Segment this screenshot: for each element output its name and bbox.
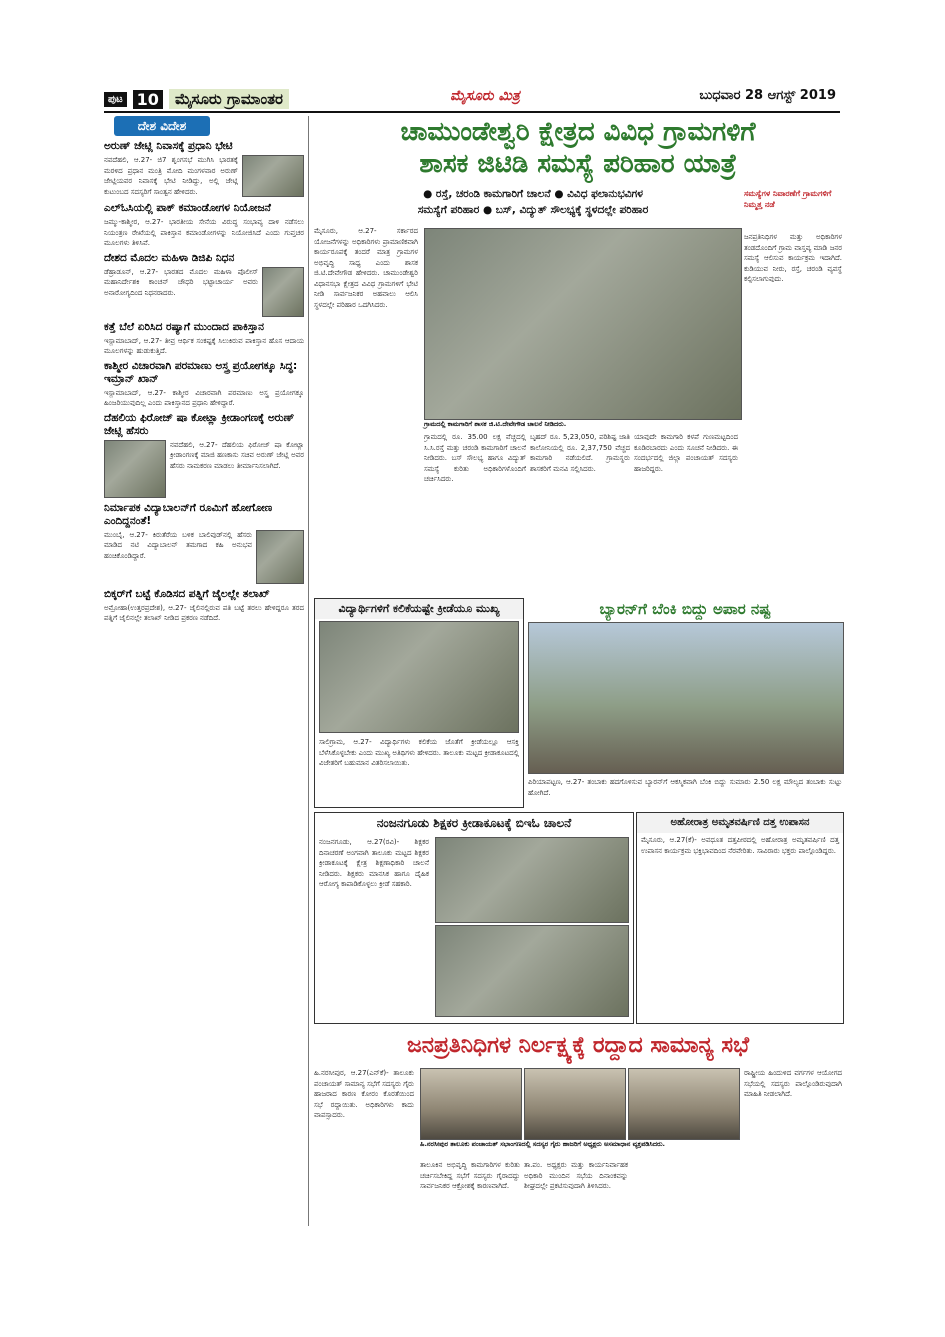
bottom-body-a: ಹಿ.ನರಸೀಪುರ, ಆ.27(ಎನ್‌ಕೆ)- ತಾಲೂಕು ಪಂಚಾಯತ್ ಸಾಮಾನ್ಯ ಸಭೆಗೆ ಸದಸ್ಯರು ಗೈರು ಹಾಜರಾದ ಕಾರಣ ಕೋರಂ ಕೊರತೆಯಿಂದ ಸಭೆ ರದ್ದಾಯಿತು. ಅಧಿಕಾರಿಗಳು ಕಾದು ವಾಪಸ್ಸಾದರು. [314,1069,414,1119]
sports-body-wrap [315,735,523,809]
bottom-column-b [420,1160,520,1224]
story-photo [104,440,166,498]
lead-body-c: ಬೃಹದ್ ರೂ. 5,23,050, ಪರಿಶಿಷ್ಟ ಜಾತಿ ಕಾಲೋನಿಯಲ್ಲಿ ರೂ. 2,37,750 ವೆಚ್ಚದ ಕಾಮಗಾರಿ ನಡೆಯಲಿದೆ. ಗ್ರಾಮಸ್ಥರು ಶಾಸಕರಿಗೆ ಮನವಿ ಸಲ್ಲಿಸಿದರು. [530,433,630,473]
lead-body-d: ಯಾವುದೇ ಕಾಮಗಾರಿ ಕಳಪೆ ಗುಣಮಟ್ಟದಿಂದ ಕೂಡಿರಬಾರದು ಎಂದು ಸೂಚನೆ ನೀಡಿದರು. ಈ ಸಂದರ್ಭದಲ್ಲಿ ಜಿಲ್ಲಾ ಪಂಚಾಯತ್ ಸದಸ್ಯರು ಹಾಜರಿದ್ದರು. [634,433,738,473]
lead-photo [424,228,742,420]
lead-body-e: ಜನಪ್ರತಿನಿಧಿಗಳ ಮತ್ತು ಅಧಿಕಾರಿಗಳ ತಂಡದೊಂದಿಗೆ ಗ್ರಾಮ ವಾಸ್ತವ್ಯ ಮಾಡಿ ಜನರ ಸಮಸ್ಯೆ ಆಲಿಸುವ ಕಾರ್ಯಕ್ರಮ ಇದಾಗಿದೆ. ಕುಡಿಯುವ ನೀರು, ರಸ್ತೆ, ಚರಂಡಿ ವ್ಯವಸ್ಥೆ ಕಲ್ಪಿಸಲಾಗುವುದು. [744,233,842,283]
newspaper-brand: ಮೈಸೂರು ಮಿತ್ರ [450,88,520,104]
sports-story-box [314,598,524,808]
story-photo [262,267,304,317]
sports-photo [319,621,519,733]
story-headline: ಅರುಣ್ ಜೇಟ್ಲಿ ನಿವಾಸಕ್ಕೆ ಪ್ರಧಾನಿ ಭೇಟಿ [104,140,233,152]
story-headline: ನಿರ್ಮಾಪಕ ವಿದ್ಯಾಬಾಲನ್‌ಗೆ ರೂಮಿಗೆ ಹೋಗೋಣ ಎಂದಿದ್ದನಂತೆ! [104,501,273,527]
sports-body: ಸಾಲಿಗ್ರಾಮ, ಆ.27- ವಿದ್ಯಾರ್ಥಿಗಳು ಕಲಿಕೆಯ ಜೊತೆಗೆ ಕ್ರೀಡೆಯಲ್ಲೂ ಆಸಕ್ತಿ ಬೆಳೆಸಿಕೊಳ್ಳಬೇಕು ಎಂದು ಮುಖ್ಯ ಅತಿಥಿಗಳು ಹೇಳಿದರು. ತಾಲೂಕು ಮಟ್ಟದ ಕ್ರೀಡಾಕೂಟದಲ್ಲಿ ವಿಜೇತರಿಗೆ ಬಹುಮಾನ ವಿತರಿಸಲಾಯಿತು. [319,738,519,767]
fire-photo [528,622,844,774]
dattu-body: ಮೈಸೂರು, ಆ.27(ಕೆ)- ಅವಧೂತ ದತ್ತಪೀಠದಲ್ಲಿ ಅಹೋರಾತ್ರ ಅಮೃತವರ್ಷಿಣಿ ದತ್ತ ಉಪಾಸನ ಕಾರ್ಯಕ್ರಮ ಭಕ್ತಿಭಾವದಿಂದ ನೆರವೇರಿತು. ಸಾವಿರಾರು ಭಕ್ತರು ಪಾಲ್ಗೊಂಡಿದ್ದರು. [641,836,839,855]
bottom-photo-3 [628,1068,740,1140]
nanjangud-headline: ನಂಜನಗೂಡು ಶಿಕ್ಷಕರ ಕ್ರೀಡಾಕೂಟಕ್ಕೆ ಬಿಇಓ ಚಾಲನೆ [376,816,572,830]
bottom-body-d: ರಾಷ್ಟ್ರೀಯ ಹಿಂದುಳಿದ ವರ್ಗಗಳ ಆಯೋಗದ ಸಭೆಯಲ್ಲಿ ಸದಸ್ಯರು ಪಾಲ್ಗೊಂಡಿರುವುದಾಗಿ ಮಾಹಿತಿ ನೀಡಲಾಗಿದೆ. [744,1069,842,1098]
story-photo [242,155,304,197]
column-divider [308,116,309,1226]
page-number: 10 [133,90,163,109]
nanjangud-body-wrap [319,837,429,1017]
story-headline: ದೇಶದ ಮೊದಲ ಮಹಿಳಾ ಡಿಜಿಪಿ ನಿಧನ [104,251,235,264]
story-headline: ದೆಹಲಿಯ ಫಿರೋಜ್ ಷಾ ಕೋಟ್ಲಾ ಕ್ರೀಡಾಂಗಣಕ್ಕೆ ಅರುಣ್ ಜೇಟ್ಲಿ ಹೆಸರು [104,411,295,437]
story-headline: ಕತ್ತೆ ಬೆಲೆ ಏರಿಸಿದ ರಷ್ಯಾಗೆ ಮುಂದಾದ ಪಾಕಿಸ್ತಾನ [104,320,264,333]
bottom-column-a [314,1068,414,1224]
lead-headline-line1: ಚಾಮುಂಡೇಶ್ವರಿ ಕ್ಷೇತ್ರದ ವಿವಿಧ ಗ್ರಾಮಗಳಿಗೆ [400,117,756,147]
fire-body-wrap [528,777,842,805]
story-body: ಇಸ್ಲಾಮಾಬಾದ್, ಆ.27- ಕಾಶ್ಮೀರ ವಿಚಾರವಾಗಿ ಪರಮಾಣು ಅಸ್ತ್ರ ಪ್ರಯೋಗಕ್ಕೂ ಹಿಂಜರಿಯುವುದಿಲ್ಲ ಎಂದು ಪಾಕಿಸ್ತಾನದ ಪ್ರಧಾನಿ ಹೇಳಿದ್ದಾರೆ. [104,388,304,407]
left-news-column [104,138,304,1230]
story-body: ಮುಂಬೈ, ಆ.27- ಕಿರುತೆರೆಯ ಬಳಿಕ ಬಾಲಿವುಡ್‌ನಲ್ಲಿ ಹೆಸರು ಮಾಡಿದ ನಟಿ ವಿದ್ಯಾಬಾಲನ್ ತಮಗಾದ ಕಹಿ ಅನುಭವ ಹಂಚಿಕೊಂಡಿದ್ದಾರೆ. [104,530,252,560]
story-photo [256,530,304,584]
lead-column-c [530,432,630,596]
bottom-column-d [744,1068,842,1224]
dattu-headline: ಅಹೋರಾತ್ರ ಅಮೃತವರ್ಷಿಣಿ ದತ್ತ ಉಪಾಸನ [637,813,843,833]
bottom-column-c [524,1160,628,1224]
dateline: ಬುಧವಾರ 28 ಆಗಸ್ಟ್ 2019 [699,88,836,103]
bottom-photo-1 [420,1068,522,1140]
nanjangud-photo-1 [435,837,629,923]
page-tag: ಪುಟ [104,92,127,107]
fire-headline: ಬ್ಯಾರನ್‌ಗೆ ಬೆಂಕಿ ಬಿದ್ದು ಅಪಾರ ನಷ್ಟ [599,600,771,618]
lead-photo-caption: ಗ್ರಾಮದಲ್ಲಿ ಕಾಮಗಾರಿಗೆ ಶಾಸಕ ಜಿ.ಟಿ.ದೇವೇಗೌಡ ಚಾಲನೆ ನೀಡಿದರು. [424,420,567,428]
story-body: ಇಸ್ಲಾಮಾಬಾದ್, ಆ.27- ತೀವ್ರ ಆರ್ಥಿಕ ಸಂಕಷ್ಟಕ್ಕೆ ಸಿಲುಕಿರುವ ಪಾಕಿಸ್ತಾನ ಹೊಸ ಆದಾಯ ಮೂಲಗಳನ್ನು ಹುಡುಕುತ್ತಿದೆ. [104,336,304,355]
lead-headline [314,116,842,182]
nanjangud-story-box [314,812,634,1024]
bottom-photo-caption: ಹಿ.ನರಸೀಪುರ ತಾಲೂಕು ಪಂಚಾಯತ್ ಸಭಾಂಗಣದಲ್ಲಿ ಸದಸ್ಯರ ಗೈರು ಹಾಜರಿಗೆ ಅಧ್ಯಕ್ಷರು ಅಸಮಾಧಾನ ವ್ಯಕ್ತಪಡಿಸಿದರು. [420,1140,666,1148]
lead-side-quote: ಸಮಸ್ಯೆಗಳ ನಿವಾರಣೆಗೆ ಗ್ರಾಮಗಳಿಗೆ ನಿಮ್ಮತ್ತ ನಡೆ [744,189,832,209]
story-headline: ಕಾಶ್ಮೀರ ವಿಚಾರವಾಗಿ ಪರಮಾಣು ಅಸ್ತ್ರ ಪ್ರಯೋಗಕ್ಕೂ ಸಿದ್ಧ: ಇಮ್ರಾನ್ ಖಾನ್ [104,359,298,385]
section-title: ಮೈಸೂರು ಗ್ರಾಮಾಂತರ [169,89,289,109]
bottom-body-c: ತಾ.ಪಂ. ಅಧ್ಯಕ್ಷರು ಮತ್ತು ಕಾರ್ಯನಿರ್ವಾಹಕ ಅಧಿಕಾರಿ ಮುಂದಿನ ಸಭೆಯ ದಿನಾಂಕವನ್ನು ಶೀಘ್ರದಲ್ಲೇ ಪ್ರಕಟಿಸುವುದಾಗಿ ತಿಳಿಸಿದರು. [524,1161,628,1190]
story-body: ನವದೆಹಲಿ, ಆ.27- ಜಿ7 ಶೃಂಗಸಭೆ ಮುಗಿಸಿ ಭಾರತಕ್ಕೆ ಮರಳಿದ ಪ್ರಧಾನ ಮಂತ್ರಿ ಮೋದಿ ಮಂಗಳವಾರ ಅರುಣ್ ಜೇಟ್ಲಿಯವರ ನಿವಾಸಕ್ಕೆ ಭೇಟಿ ನೀಡಿದ್ದು, ಅಲ್ಲಿ ಜೇಟ್ಲಿ ಕುಟುಂಬದ ಸದಸ್ಯರಿಗೆ ಸಾಂತ್ವನ ಹೇಳಿದರು. [104,156,238,196]
fire-story [528,598,842,806]
nanjangud-photo-2 [435,925,629,1017]
dattu-story-box [636,812,844,1024]
lead-column-e [744,232,842,596]
story-body: ಜಮ್ಮು-ಕಾಶ್ಮೀರ, ಆ.27- ಭಾರತೀಯ ಸೇನೆಯ ವಿರುದ್ಧ ಸಂಭಾವ್ಯ ದಾಳಿ ನಡೆಸಲು ನಿಯಂತ್ರಣ ರೇಖೆಯಲ್ಲಿ ಪಾಕಿಸ್ತಾನ ಕಮಾಂಡೋಗಳನ್ನು ನಿಯೋಜಿಸಿದೆ ಎಂದು ಗುಪ್ತಚರ ಮೂಲಗಳು ತಿಳಿಸಿವೆ. [104,218,304,247]
fire-body: ಪಿರಿಯಾಪಟ್ಟಣ, ಆ.27- ತಂಬಾಕು ಹದಗೊಳಿಸುವ ಬ್ಯಾರನ್‌ಗೆ ಆಕಸ್ಮಿಕವಾಗಿ ಬೆಂಕಿ ಬಿದ್ದು ಸುಮಾರು 2.50 ಲಕ್ಷ ಮೌಲ್ಯದ ತಂಬಾಕು ಸುಟ್ಟು ಹೋಗಿದೆ. [528,778,842,797]
sports-headline: ವಿದ್ಯಾರ್ಥಿಗಳಿಗೆ ಕಲಿಕೆಯಷ್ಟೇ ಕ್ರೀಡೆಯೂ ಮುಖ್ಯ [315,599,523,619]
bottom-photo-2 [524,1068,626,1140]
masthead-rule [104,111,840,113]
bottom-body-b: ತಾಲೂಕಿನ ಅಭಿವೃದ್ಧಿ ಕಾಮಗಾರಿಗಳ ಕುರಿತು ಚರ್ಚಿಸಬೇಕಿದ್ದ ಸಭೆಗೆ ಸದಸ್ಯರು ಗೈರಾದದ್ದು ಸಾರ್ವಜನಿಕರ ಆಕ್ರೋಶಕ್ಕೆ ಕಾರಣವಾಗಿದೆ. [420,1161,520,1190]
story-headline: ಬಿಕ್ಕರ್‌ಗೆ ಬಟ್ಟೆ ಕೊಡಿಸದ ಪತ್ನಿಗೆ ಜೈಲಲ್ಲೇ ತಲಾಖ್ [104,587,270,600]
lead-column-b [424,432,526,596]
story-body: ಡೆಹ್ರಾಡೂನ್, ಆ.27- ಭಾರತದ ಮೊದಲ ಮಹಿಳಾ ಪೊಲೀಸ್ ಮಹಾನಿರ್ದೇಶಕಿ ಕಾಂಚನ್ ಚೌಧರಿ ಭಟ್ಟಾಚಾರ್ಯ ಅವರು ಅನಾರೋಗ್ಯದಿಂದ ನಿಧನರಾದರು. [104,267,258,297]
masthead-left [104,88,319,110]
bottom-headline: ಜನಪ್ರತಿನಿಧಿಗಳ ನಿರ್ಲಕ್ಷ್ಯಕ್ಕೆ ರದ್ದಾದ ಸಾಮಾನ್ಯ ಸಭೆ [406,1033,750,1058]
lead-headline-line2: ಶಾಸಕ ಜಿಟಿಡಿ ಸಮಸ್ಯೆ ಪರಿಹಾರ ಯಾತ್ರೆ [419,149,737,179]
story-body: ನವದೆಹಲಿ, ಆ.27- ದೆಹಲಿಯ ಫಿರೋಜ್ ಷಾ ಕೋಟ್ಲಾ ಕ್ರೀಡಾಂಗಣಕ್ಕೆ ಮಾಜಿ ಹಣಕಾಸು ಸಚಿವ ಅರುಣ್ ಜೇಟ್ಲಿ ಅವರ ಹೆಸರು ನಾಮಕರಣ ಮಾಡಲು ತೀರ್ಮಾನಿಸಲಾಗಿದೆ. [170,440,304,470]
lead-sub-line1: ● ರಸ್ತೆ, ಚರಂಡಿ ಕಾಮಗಾರಿಗೆ ಚಾಲನೆ ● ವಿವಿಧ ಫಲಾನುಭವಿಗಳ [423,188,643,200]
lead-body-b: ಗ್ರಾಮದಲ್ಲಿ ರೂ. 35.00 ಲಕ್ಷ ವೆಚ್ಚದಲ್ಲಿ ಸಿ.ಸಿ.ರಸ್ತೆ ಮತ್ತು ಚರಂಡಿ ಕಾಮಗಾರಿಗೆ ಚಾಲನೆ ನೀಡಿದರು. ಬಸ್ ಸೌಲಭ್ಯ ಹಾಗೂ ವಿದ್ಯುತ್ ಸಮಸ್ಯೆ ಕುರಿತು ಅಧಿಕಾರಿಗಳೊಂದಿಗೆ ಚರ್ಚಿಸಿದರು. [424,433,526,483]
story-body: ಅಮ್ರೋಹಾ(ಉತ್ತರಪ್ರದೇಶ), ಆ.27- ಜೈಲಿನಲ್ಲಿರುವ ಪತಿ ಬಟ್ಟೆ ತರಲು ಹೇಳಿದ್ದರೂ ತರದ ಪತ್ನಿಗೆ ಜೈಲಿನಲ್ಲೇ ತಲಾಖ್ ನೀಡಿದ ಪ್ರಕರಣ ನಡೆದಿದೆ. [104,603,304,622]
lead-subheadline [330,186,736,220]
story-headline: ಎಲ್‌ಓಸಿಯಲ್ಲಿ ಪಾಕ್ ಕಮಾಂಡೋಗಳ ನಿಯೋಜನೆ [104,202,271,214]
section-label-desh-videsh: ದೇಶ ವಿದೇಶ [114,116,210,136]
nanjangud-body: ನಂಜನಗೂಡು, ಆ.27(ರವಿ)- ಶಿಕ್ಷಕರ ದಿನಾಚರಣೆ ಅಂಗವಾಗಿ ತಾಲೂಕು ಮಟ್ಟದ ಶಿಕ್ಷಕರ ಕ್ರೀಡಾಕೂಟಕ್ಕೆ ಕ್ಷೇತ್ರ ಶಿಕ್ಷಣಾಧಿಕಾರಿ ಚಾಲನೆ ನೀಡಿದರು. ಶಿಕ್ಷಕರು ಮಾನಸಿಕ ಹಾಗೂ ದೈಹಿಕ ಆರೋಗ್ಯ ಕಾಪಾಡಿಕೊಳ್ಳಲು ಕ್ರೀಡೆ ಸಹಕಾರಿ. [319,838,429,888]
lead-body-a: ಮೈಸೂರು, ಆ.27- ಸರ್ಕಾರದ ಯೋಜನೆಗಳನ್ನು ಅಧಿಕಾರಿಗಳು ಪ್ರಾಮಾಣಿಕವಾಗಿ ಕಾರ್ಯರೂಪಕ್ಕೆ ತಂದರೆ ಮಾತ್ರ ಗ್ರಾಮಗಳ ಅಭಿವೃದ್ಧಿ ಸಾಧ್ಯ ಎಂದು ಶಾಸಕ ಜಿ.ಟಿ.ದೇವೇಗೌಡ ಹೇಳಿದರು. ಚಾಮುಂಡೇಶ್ವರಿ ವಿಧಾನಸಭಾ ಕ್ಷೇತ್ರದ ವಿವಿಧ ಗ್ರಾಮಗಳಿಗೆ ಭೇಟಿ ನೀಡಿ ಸಾರ್ವಜನಿಕರ ಅಹವಾಲು ಆಲಿಸಿ ಸ್ಥಳದಲ್ಲೇ ಪರಿಹಾರ ಒದಗಿಸಿದರು. [314,227,418,309]
lead-column-d [634,432,738,596]
dattu-body-wrap [637,833,843,1017]
lead-sub-line2: ಸಮಸ್ಯೆಗೆ ಪರಿಹಾರ ● ಬಸ್, ವಿದ್ಯುತ್ ಸೌಲಭ್ಯಕ್ಕೆ ಸ್ಥಳದಲ್ಲೇ ಪರಿಹಾರ [417,204,649,216]
